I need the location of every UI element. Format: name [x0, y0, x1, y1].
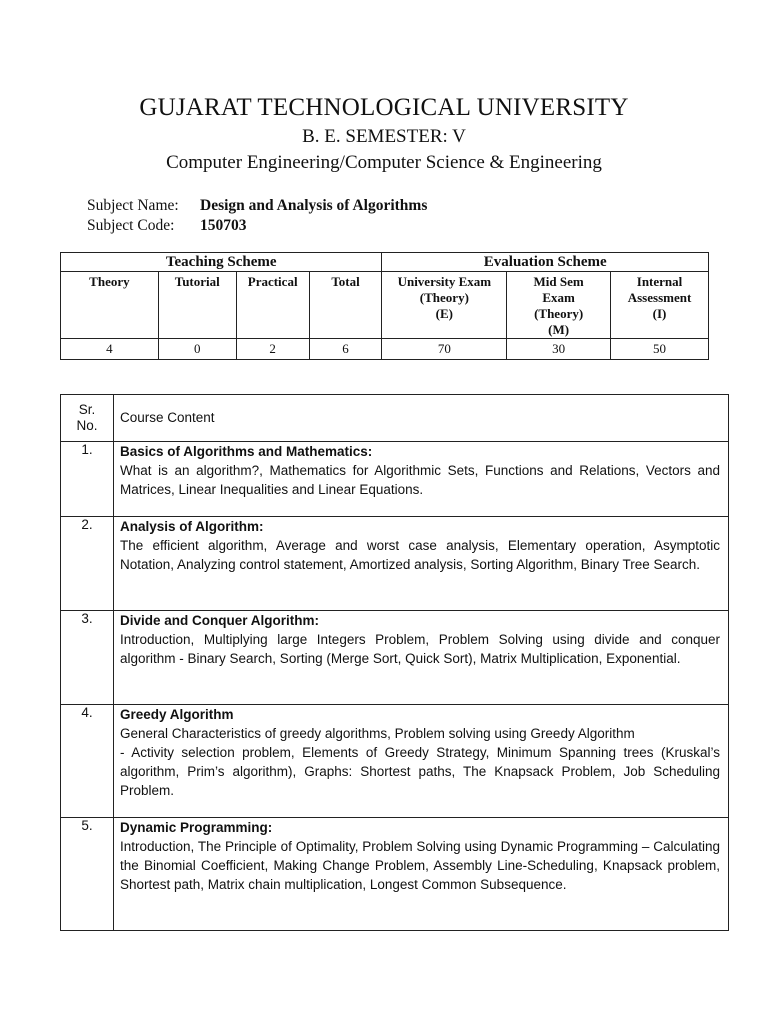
topic-description: - Activity selection problem, Elements of Greedy Strategy, Minimum Spanning trees (Kruskal’s algorithm, Prim’s algorithm), Graphs: Shortest paths, The Knapsack Problem, Job Scheduling Problem. — [120, 745, 720, 798]
topic-title: Basics of Algorithms and Mathematics: — [120, 444, 373, 459]
topic-title: Dynamic Programming: — [120, 820, 273, 835]
table-row — [61, 818, 729, 931]
table-row — [61, 611, 729, 705]
university-title: GUJARAT TECHNOLOGICAL UNIVERSITY — [139, 94, 629, 121]
sr-header-line: No. — [76, 418, 98, 433]
document-header — [0, 92, 768, 176]
table-row — [61, 517, 729, 611]
sr-no-header — [61, 395, 114, 442]
practical-value: 2 — [236, 339, 309, 360]
course-content-cell — [114, 517, 729, 611]
course-content-cell — [114, 442, 729, 517]
sr-number: 4. — [61, 705, 114, 818]
subject-name-row — [87, 196, 427, 216]
topic-description: Introduction, The Principle of Optimality, Problem Solving using Dynamic Programming – Calculating the Binomial Coefficient, Making Change Problem, Assembly Line-Scheduling, Knapsack problem, Shortest path, Matrix chain multiplication, Longest Common Subsequence. — [120, 839, 720, 892]
university-exam-header — [382, 272, 507, 339]
subject-info — [87, 196, 427, 236]
practical-header: Practical — [236, 272, 309, 339]
mid-sem-header-line: (M) — [548, 322, 570, 337]
university-exam-value: 70 — [382, 339, 507, 360]
total-header: Total — [309, 272, 382, 339]
department-title: Computer Engineering/Computer Science & Engineering — [166, 152, 602, 173]
table-row — [61, 705, 729, 818]
evaluation-scheme-heading: Evaluation Scheme — [382, 253, 709, 272]
subject-code-row — [87, 216, 427, 236]
sr-number: 3. — [61, 611, 114, 705]
internal-assessment-header — [611, 272, 709, 339]
semester-title: B. E. SEMESTER: V — [302, 126, 466, 147]
tutorial-header: Tutorial — [158, 272, 236, 339]
mid-sem-value: 30 — [507, 339, 611, 360]
topic-title: Greedy Algorithm — [120, 707, 234, 722]
sr-number: 2. — [61, 517, 114, 611]
university-exam-header-line: (Theory) — [419, 290, 469, 305]
subject-code-label: Subject Code: — [87, 217, 175, 234]
topic-description-line: General Characteristics of greedy algorithms, Problem solving using Greedy Algorithm — [120, 726, 635, 741]
topic-description: What is an algorithm?, Mathematics for Algorithmic Sets, Functions and Relations, Vectors and Matrices, Linear Inequalities and Linear Equations. — [120, 463, 720, 497]
subject-name-label: Subject Name: — [87, 197, 179, 214]
theory-header: Theory — [61, 272, 159, 339]
teaching-scheme-heading: Teaching Scheme — [61, 253, 382, 272]
sr-number: 5. — [61, 818, 114, 931]
course-content-header: Course Content — [114, 395, 729, 442]
topic-title: Divide and Conquer Algorithm: — [120, 613, 319, 628]
sr-header-line: Sr. — [78, 402, 96, 417]
internal-header-line: Assessment — [627, 290, 692, 305]
subject-name-value: Design and Analysis of Algorithms — [200, 197, 428, 214]
internal-header-line: (I) — [652, 306, 667, 321]
mid-sem-header-line: (Theory) — [534, 306, 584, 321]
mid-sem-header-line: Mid Sem — [533, 274, 584, 289]
university-exam-header-line: (E) — [435, 306, 454, 321]
course-table-header-row — [61, 395, 729, 442]
course-content-cell — [114, 611, 729, 705]
table-row — [61, 442, 729, 517]
topic-title: Analysis of Algorithm: — [120, 519, 264, 534]
scheme-table — [60, 252, 709, 360]
course-content-cell — [114, 705, 729, 818]
internal-header-line: Internal — [636, 274, 683, 289]
sr-number: 1. — [61, 442, 114, 517]
mid-sem-header-line: Exam — [542, 290, 575, 305]
university-exam-header-line: University Exam — [397, 274, 492, 289]
theory-value: 4 — [61, 339, 159, 360]
tutorial-value: 0 — [158, 339, 236, 360]
mid-sem-header — [507, 272, 611, 339]
total-value: 6 — [309, 339, 382, 360]
course-content-cell — [114, 818, 729, 931]
course-content-table — [60, 394, 729, 931]
topic-description: The efficient algorithm, Average and worst case analysis, Elementary operation, Asymptotic Notation, Analyzing control statement, Amortized analysis, Sorting Algorithm, Binary Tree Search. — [120, 538, 720, 572]
subject-code-value: 150703 — [200, 217, 247, 234]
internal-assessment-value: 50 — [611, 339, 709, 360]
topic-description: Introduction, Multiplying large Integers Problem, Problem Solving using divide and conquer algorithm - Binary Search, Sorting (Merge Sort, Quick Sort), Matrix Multiplication, Exponential. — [120, 632, 720, 666]
